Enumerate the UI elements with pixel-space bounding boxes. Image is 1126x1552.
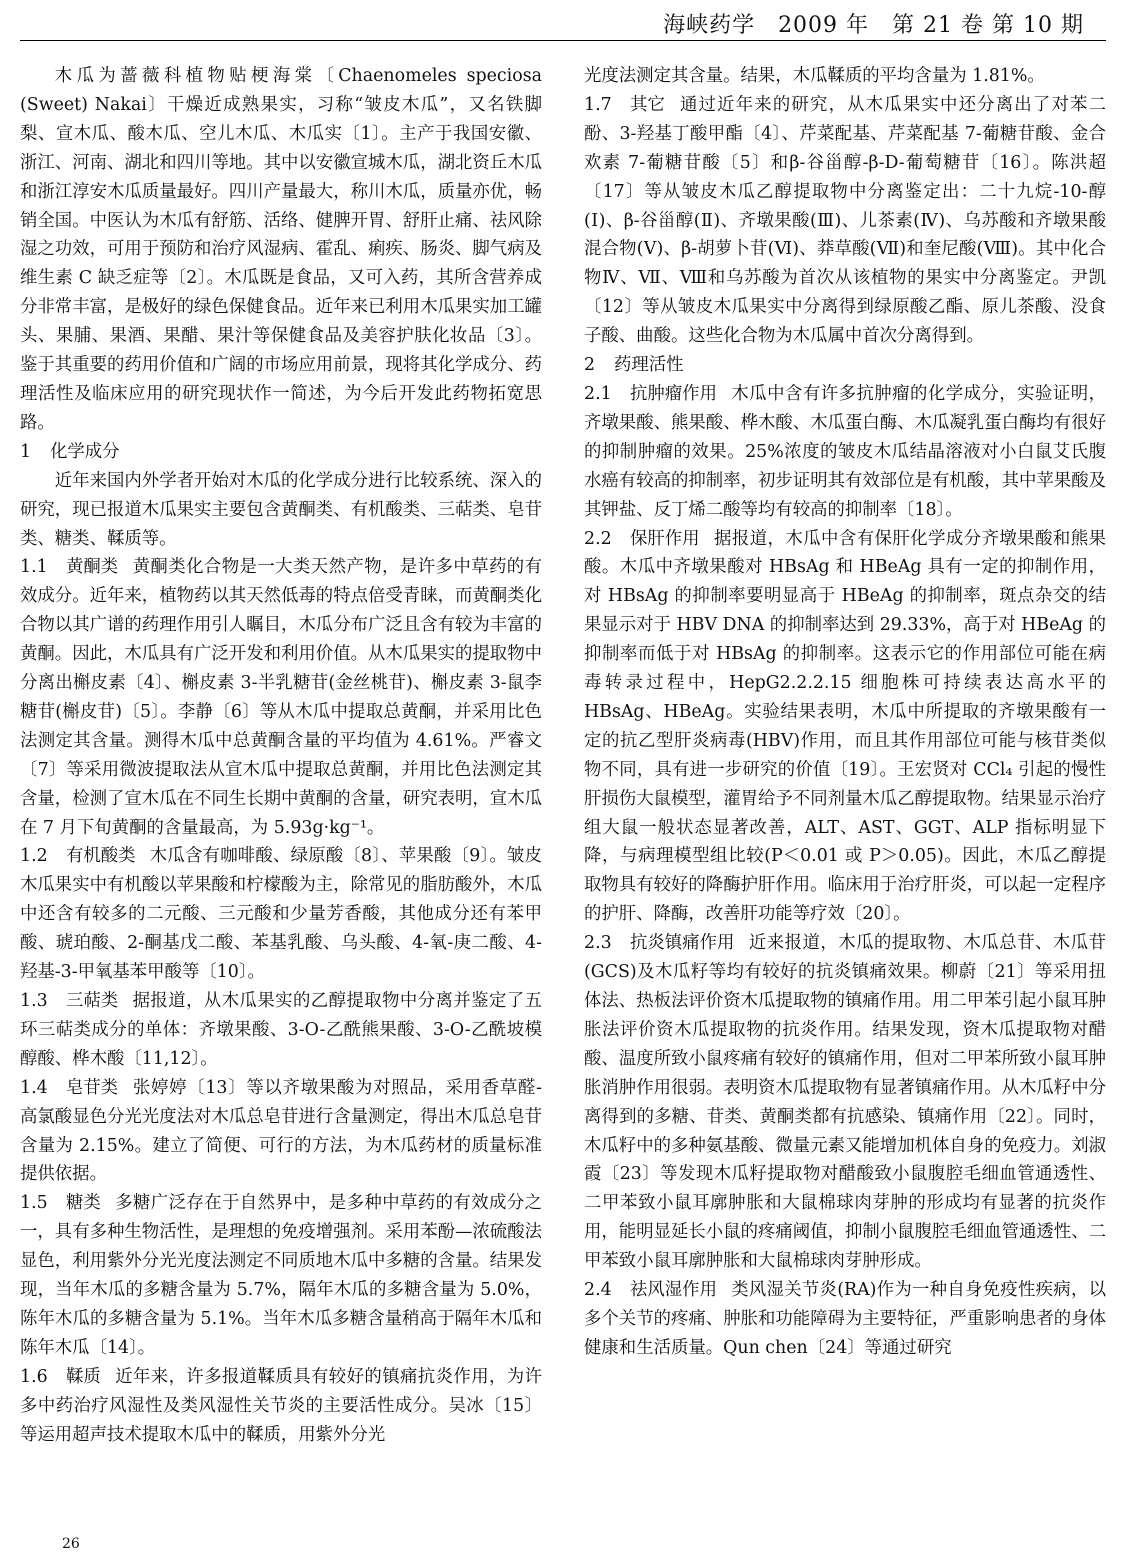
subsection-number: 1.2 bbox=[20, 846, 48, 867]
paragraph-text: 近年来，许多报道鞣质具有较好的镇痛抗炎作用，为许多中药治疗风湿性及类风湿性关节炎的主要活性成分。吴冰〔15〕等运用超声技术提取木瓜中的鞣质，用紫外分光 bbox=[20, 1366, 542, 1445]
paragraph-text: 近年来国内外学者开始对木瓜的化学成分进行比较系统、深入的研究，现已报道木瓜果实主要包含黄酮类、有机酸类、三萜类、皂苷类、糖类、鞣质等。 bbox=[20, 470, 542, 549]
subsection-title: 糖类 bbox=[66, 1193, 101, 1214]
subsection-paragraph bbox=[584, 91, 1106, 351]
paragraph-text: 木瓜含有咖啡酸、绿原酸〔8〕、苹果酸〔9〕。皱皮木瓜果实中有机酸以苹果酸和柠檬酸为主，除常见的脂肪酸外，木瓜中还含有较多的二元酸、三元酸和少量芳香酸，其他成分还有苯甲酸、琥珀酸、2-酮基戊二酸、苯基乳酸、乌头酸、4-氧-庚二酸、4-羟基-3-甲氧基苯甲酸等〔10〕。 bbox=[20, 846, 542, 983]
section-number: 2 bbox=[584, 355, 596, 376]
subsection-number: 2.3 bbox=[584, 933, 612, 954]
subsection-number: 1.4 bbox=[20, 1077, 48, 1098]
subsection-number: 2.1 bbox=[584, 383, 612, 404]
page-number: 26 bbox=[62, 1536, 80, 1552]
section-number: 1 bbox=[20, 441, 32, 462]
subsection-title: 其它 bbox=[630, 94, 665, 115]
paragraph-text: 通过近年来的研究，从木瓜果实中还分离出了对苯二酚、3-羟基丁酸甲酯〔4〕、芹菜配基、芹菜配基 7-葡糖苷酸、金合欢素 7-葡糖苷酸〔5〕和β-谷甾醇-β-D-葡萄糖苷〔16〕。陈洪超〔17〕等从皱皮木瓜乙醇提取物中分离鉴定出：二十九烷-10-醇(Ⅰ)、β-谷甾醇(Ⅱ)、齐墩果酸(Ⅲ)、儿茶素(Ⅳ)、乌苏酸和齐墩果酸混合物(Ⅴ)、β-胡萝卜苷(Ⅵ)、莽草酸(Ⅶ)和奎尼酸(Ⅷ)。其中化合物Ⅳ、Ⅶ、Ⅷ和乌苏酸为首次从该植物的果实中分离鉴定。尹凯〔12〕等从皱皮木瓜果实中分离得到绿原酸乙酯、原儿茶酸、没食子酸、曲酸。这些化合物为木瓜属中首次分离得到。 bbox=[584, 94, 1106, 347]
section-title: 药理活性 bbox=[614, 355, 684, 376]
subsection-number: 2.4 bbox=[584, 1280, 612, 1301]
subsection-title: 鞣质 bbox=[66, 1366, 101, 1387]
subsection-title: 保肝作用 bbox=[630, 528, 700, 549]
paragraph-text: 光度法测定其含量。结果，木瓜鞣质的平均含量为 1.81%。 bbox=[584, 66, 1045, 86]
subsection-number: 1.1 bbox=[20, 557, 48, 578]
subsection-number: 1.3 bbox=[20, 991, 48, 1011]
subsection-paragraph bbox=[20, 1363, 542, 1450]
subsection-title: 抗炎镇痛作用 bbox=[630, 933, 735, 954]
paragraph-text: 类风湿关节炎(RA)作为一种自身免疫性疾病，以多个关节的疼痛、肿胀和功能障碍为主要特征，严重影响患者的身体健康和生活质量。Qun chen〔24〕等通过研究 bbox=[584, 1280, 1106, 1358]
subsection-number: 1.5 bbox=[20, 1193, 48, 1214]
subsection-paragraph bbox=[584, 380, 1106, 525]
subsection-paragraph bbox=[584, 929, 1106, 1276]
paragraph-text: 多糖广泛存在于自然界中，是多种中草药的有效成分之一，具有多种生物活性，是理想的免疫增强剂。采用苯酚—浓硫酸法显色，利用紫外分光光度法测定不同质地木瓜中多糖的含量。结果发现，当年木瓜的多糖含量为 5.7%，隔年木瓜的多糖含量为 5.0%，陈年木瓜的多糖含量为 5.1%。当年木瓜多糖含量稍高于隔年木瓜和陈年木瓜〔14〕。 bbox=[20, 1193, 542, 1358]
subsection-paragraph bbox=[20, 842, 542, 987]
subsection-paragraph bbox=[20, 1189, 542, 1362]
subsection-paragraph bbox=[584, 525, 1106, 930]
section-heading bbox=[584, 351, 1106, 380]
subsection-title: 黄酮类 bbox=[66, 557, 119, 578]
subsection-title: 三萜类 bbox=[66, 991, 119, 1011]
right-column bbox=[584, 62, 1106, 1363]
subsection-number: 2.2 bbox=[584, 528, 612, 549]
body-paragraph bbox=[20, 62, 542, 438]
body-paragraph bbox=[20, 467, 542, 554]
paragraph-text: 木瓜为蔷薇科植物贴梗海棠〔Chaenomeles speciosa (Sweet) Nakai〕干燥近成熟果实，习称“皱皮木瓜”，又名铁脚梨、宣木瓜、酸木瓜、空儿木瓜、木瓜实〔1〕。主产于我国安徽、浙江、河南、湖北和四川等地。其中以安徽宣城木瓜，湖北资丘木瓜和浙江淳安木瓜质量最好。四川产量最大，称川木瓜，质量亦优，畅销全国。中医认为木瓜有舒筋、活络、健脾开胃、舒肝止痛、祛风除湿之功效，可用于预防和治疗风湿病、霍乱、痢疾、肠炎、脚气病及维生素 C 缺乏症等〔2〕。木瓜既是食品，又可入药，其所含营养成分非常丰富，是极好的绿色保健食品。近年来已利用木瓜果实加工罐头、果脯、果酒、果醋、果汁等保健食品及美容护肤化妆品〔3〕。鉴于其重要的药用价值和广阔的市场应用前景，现将其化学成分、药理活性及临床应用的研究现状作一简述，为今后开发此药物拓宽思路。 bbox=[20, 66, 542, 433]
left-column bbox=[20, 62, 542, 1450]
paragraph-text: 近来报道，木瓜的提取物、木瓜总苷、木瓜苷(GCS)及木瓜籽等均有较好的抗炎镇痛效果。柳蔚〔21〕等采用扭体法、热板法评价资木瓜提取物的镇痛作用。用二甲苯引起小鼠耳肿胀法评价资木瓜提取物的抗炎作用。结果发现，资木瓜提取物对醋酸、温度所致小鼠疼痛有较好的镇痛作用，但对二甲苯所致小鼠耳肿胀消肿作用很弱。表明资木瓜提取物有显著镇痛作用。从木瓜籽中分离得到的多糖、苷类、黄酮类都有抗感染、镇痛作用〔22〕。同时，木瓜籽中的多种氨基酸、微量元素又能增加机体自身的免疫力。刘淑霞〔23〕等发现木瓜籽提取物对醋酸致小鼠腹腔毛细血管通透性、二甲苯致小鼠耳廓肿胀和大鼠棉球肉芽肿的形成均有显著的抗炎作用，能明显延长小鼠的疼痛阈值，抑制小鼠腹腔毛细血管通透性、二甲苯致小鼠耳廓肿胀和大鼠棉球肉芽肿形成。 bbox=[584, 933, 1106, 1272]
subsection-paragraph bbox=[20, 1074, 542, 1190]
journal-running-title: 海峡药学 2009 年 第 21 卷 第 10 期 bbox=[663, 13, 1084, 38]
subsection-title: 祛风湿作用 bbox=[630, 1280, 717, 1301]
subsection-paragraph bbox=[20, 987, 542, 1074]
paragraph-text: 张婷婷〔13〕等以齐墩果酸为对照品，采用香草醛-高氯酸显色分光光度法对木瓜总皂苷进行含量测定，得出木瓜总皂苷含量为 2.15%。建立了简便、可行的方法，为木瓜药材的质量标准提供依据。 bbox=[20, 1077, 542, 1185]
section-heading bbox=[20, 438, 542, 467]
body-paragraph bbox=[584, 62, 1106, 91]
paragraph-text: 据报道，木瓜中含有保肝化学成分齐墩果酸和熊果酸。木瓜中齐墩果酸对 HBsAg 和 HBeAg 具有一定的抑制作用，对 HBsAg 的抑制率要明显高于 HBeAg 的抑制率，斑点杂交的结果显示对于 HBV DNA 的抑制率达到 29.33%，高于对 HBeAg 的抑制率而低于对 HBsAg 的抑制率。这表示它的作用部位可能在病毒转录过程中，HepG2.2.2.15 细胞株可持续表达高水平的 HBsAg、HBeAg。实验结果表明，木瓜中所提取的齐墩果酸有一定的抗乙型肝炎病毒(HBV)作用，而且其作用部位可能与核苷类似物不同，具有进一步研究的价值〔19〕。王宏贤对 CCl₄ 引起的慢性肝损伤大鼠模型，灌胃给予不同剂量木瓜乙醇提取物。结果显示治疗组大鼠一般状态显著改善，ALT、AST、GGT、ALP 指标明显下降，与病理模型组比较(P＜0.01 或 P＞0.05)。因此，木瓜乙醇提取物具有较好的降酶护肝作用。临床用于治疗肝炎，可以起一定程序的护肝、降酶，改善肝功能等疗效〔20〕。 bbox=[584, 528, 1106, 925]
subsection-number: 1.7 bbox=[584, 94, 612, 115]
running-header bbox=[20, 0, 1106, 41]
subsection-number: 1.6 bbox=[20, 1366, 48, 1387]
paragraph-text: 黄酮类化合物是一大类天然产物，是许多中草药的有效成分。近年来，植物药以其天然低毒的特点倍受青睐，而黄酮类化合物以其广谱的药理作用引人瞩目，木瓜分布广泛且含有较为丰富的黄酮。因此，木瓜具有广泛开发和利用价值。从木瓜果实的提取物中分离出槲皮素〔4〕、槲皮素 3-半乳糖苷(金丝桃苷)、槲皮素 3-鼠李糖苷(槲皮苷)〔5〕。李静〔6〕等从木瓜中提取总黄酮，并采用比色法测定其含量。测得木瓜中总黄酮含量的平均值为 4.61%。严睿文〔7〕等采用微波提取法从宣木瓜中提取总黄酮，并用比色法测定其含量，检测了宣木瓜在不同生长期中黄酮的含量，研究表明，宣木瓜在 7 月下旬黄酮的含量最高，为 5.93g·kg⁻¹。 bbox=[20, 557, 542, 838]
section-title: 化学成分 bbox=[50, 441, 120, 462]
subsection-title: 皂苷类 bbox=[66, 1077, 119, 1098]
paragraph-text: 木瓜中含有许多抗肿瘤的化学成分，实验证明，齐墩果酸、熊果酸、桦木酸、木瓜蛋白酶、木瓜凝乳蛋白酶均有很好的抑制肿瘤的效果。25%浓度的皱皮木瓜结晶溶液对小白鼠艾氏腹水癌有较高的抑制率，初步证明其有效部位是有机酸，其中苹果酸及其钾盐、反丁烯二酸等均有较高的抑制率〔18〕。 bbox=[584, 383, 1106, 520]
paragraph-text: 据报道，从木瓜果实的乙醇提取物中分离并鉴定了五环三萜类成分的单体：齐墩果酸、3-O-乙酰熊果酸、3-O-乙酰坡模醇酸、桦木酸〔11,12〕。 bbox=[20, 991, 542, 1069]
subsection-title: 有机酸类 bbox=[66, 846, 136, 867]
subsection-paragraph bbox=[584, 1276, 1106, 1363]
subsection-paragraph bbox=[20, 553, 542, 842]
subsection-title: 抗肿瘤作用 bbox=[630, 383, 717, 404]
